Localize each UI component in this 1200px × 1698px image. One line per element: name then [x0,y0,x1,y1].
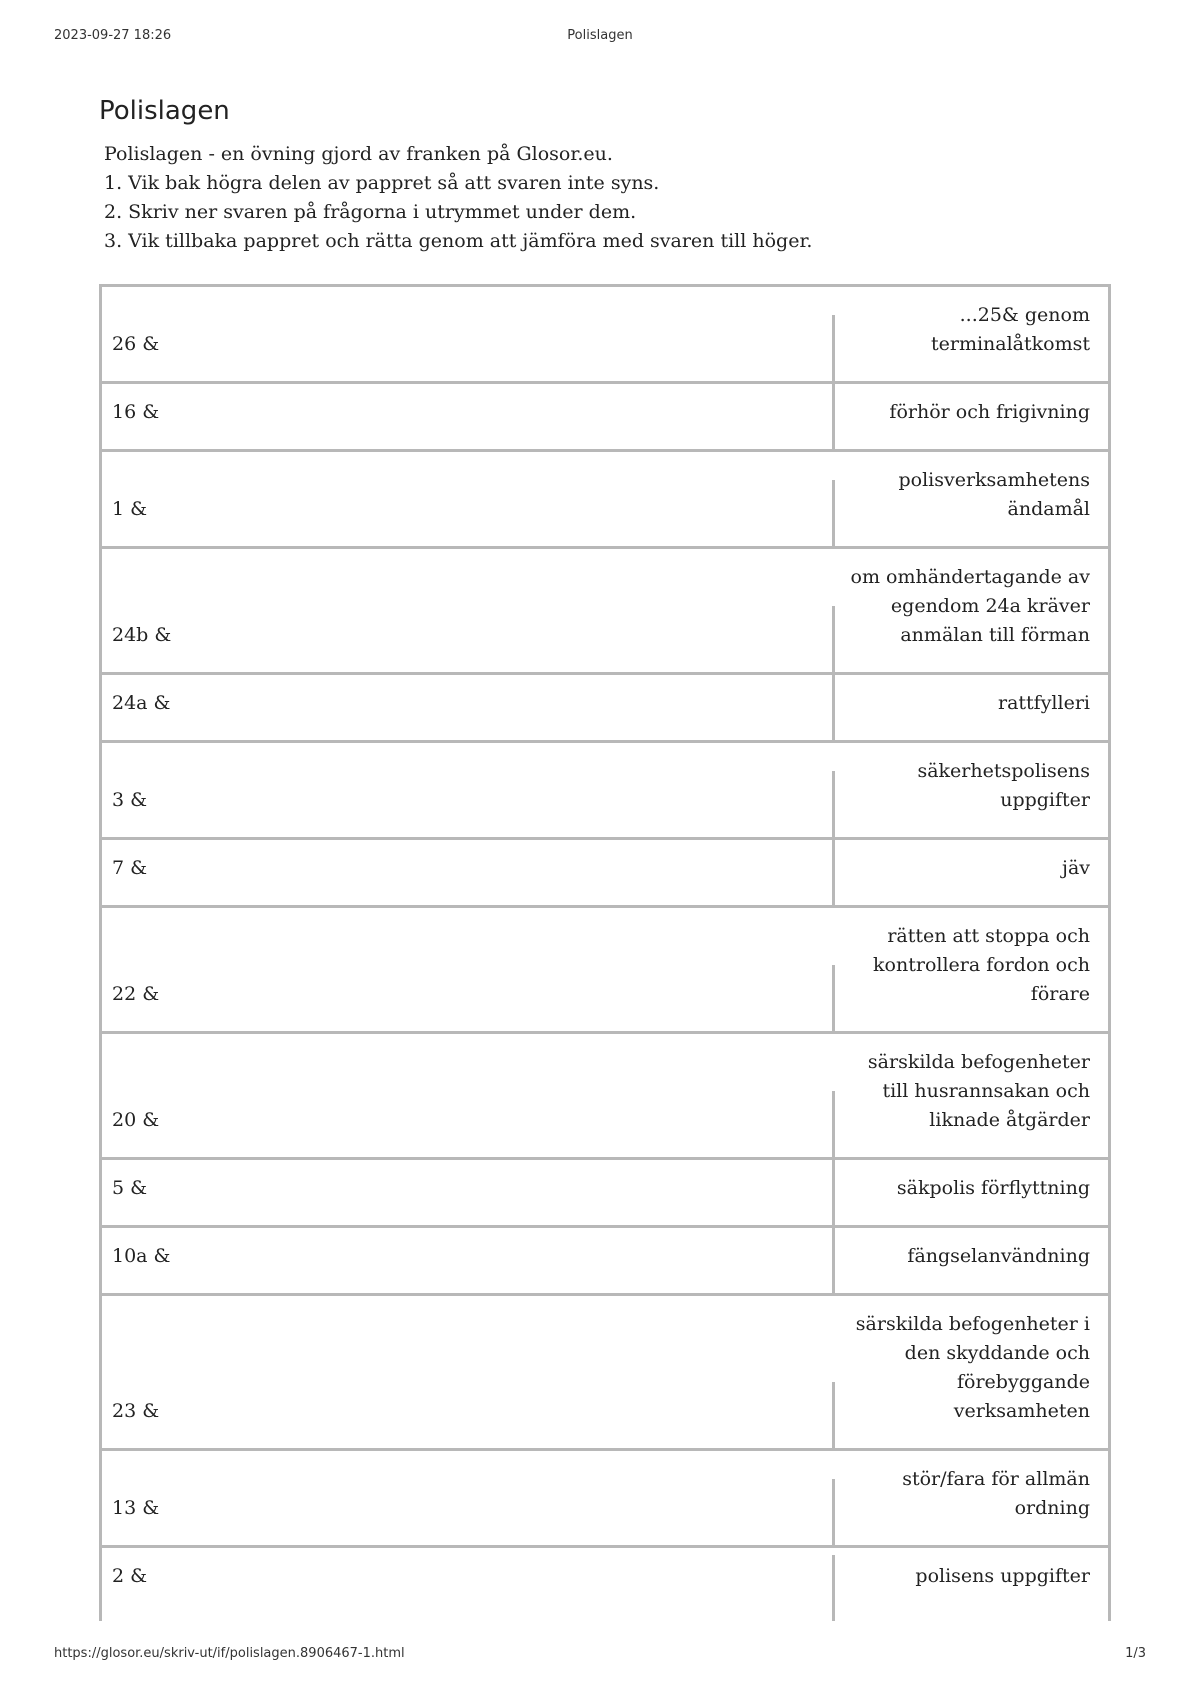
table-row [101,1547,1110,1622]
question-cell: 7 & [101,839,833,907]
answer-cell: förhör och frigivning [832,383,1110,451]
intro-text [104,140,1111,256]
table-row [101,674,1110,742]
answer-cell: säkpolis förflyttning [832,1159,1110,1227]
answer-cell: polisverksamhetens ändamål [832,451,1110,548]
question-cell: 16 & [101,383,833,451]
main-content [99,96,1111,256]
answer-cell: ...25& genom terminalåtkomst [832,286,1110,383]
intro-line: Polislagen - en övning gjord av franken på Glosor.eu. [104,143,613,165]
page-counter: 1/3 [1125,1646,1146,1661]
table-row [101,839,1110,907]
print-footer [54,1646,1146,1666]
table-row [101,451,1110,548]
question-cell: 24a & [101,674,833,742]
print-header [54,28,1146,48]
intro-line: 3. Vik tillbaka pappret och rätta genom att jämföra med svaren till höger. [104,230,813,252]
answer-cell: särskilda befogenheter till husrannsakan och liknade åtgärder [832,1033,1110,1159]
answer-cell: jäv [832,839,1110,907]
table-row [101,383,1110,451]
question-cell: 26 & [101,286,833,383]
question-cell: 5 & [101,1159,833,1227]
table-row [101,1033,1110,1159]
intro-line: 2. Skriv ner svaren på frågorna i utrymmet under dem. [104,201,637,223]
question-cell: 2 & [101,1547,833,1622]
question-cell: 1 & [101,451,833,548]
table-row [101,907,1110,1033]
intro-line: 1. Vik bak högra delen av pappret så att svaren inte syns. [104,172,660,194]
table-row [101,1450,1110,1547]
table-row [101,1227,1110,1295]
table-row [101,1159,1110,1227]
print-url: https://glosor.eu/skriv-ut/if/polislagen.8906467-1.html [54,1646,405,1661]
answer-cell: om omhändertagande av egendom 24a kräver anmälan till förman [832,548,1110,674]
answer-cell: rätten att stoppa och kontrollera fordon och förare [832,907,1110,1033]
question-cell: 22 & [101,907,833,1033]
table-row [101,548,1110,674]
quiz-table [99,284,1111,1621]
answer-cell: stör/fara för allmän ordning [832,1450,1110,1547]
print-title: Polislagen [567,28,633,43]
question-cell: 10a & [101,1227,833,1295]
table-row [101,742,1110,839]
question-cell: 20 & [101,1033,833,1159]
question-cell: 24b & [101,548,833,674]
question-cell: 23 & [101,1295,833,1450]
question-cell: 13 & [101,1450,833,1547]
answer-cell: säkerhetspolisens uppgifter [832,742,1110,839]
answer-cell: polisens uppgifter [832,1547,1110,1622]
answer-cell: fängselanvändning [832,1227,1110,1295]
table-row [101,286,1110,383]
page-title: Polislagen [99,96,230,126]
question-cell: 3 & [101,742,833,839]
answer-cell: särskilda befogenheter i den skyddande och förebyggande verksamheten [832,1295,1110,1450]
table-row [101,1295,1110,1450]
answer-cell: rattfylleri [832,674,1110,742]
print-date: 2023-09-27 18:26 [54,28,172,43]
